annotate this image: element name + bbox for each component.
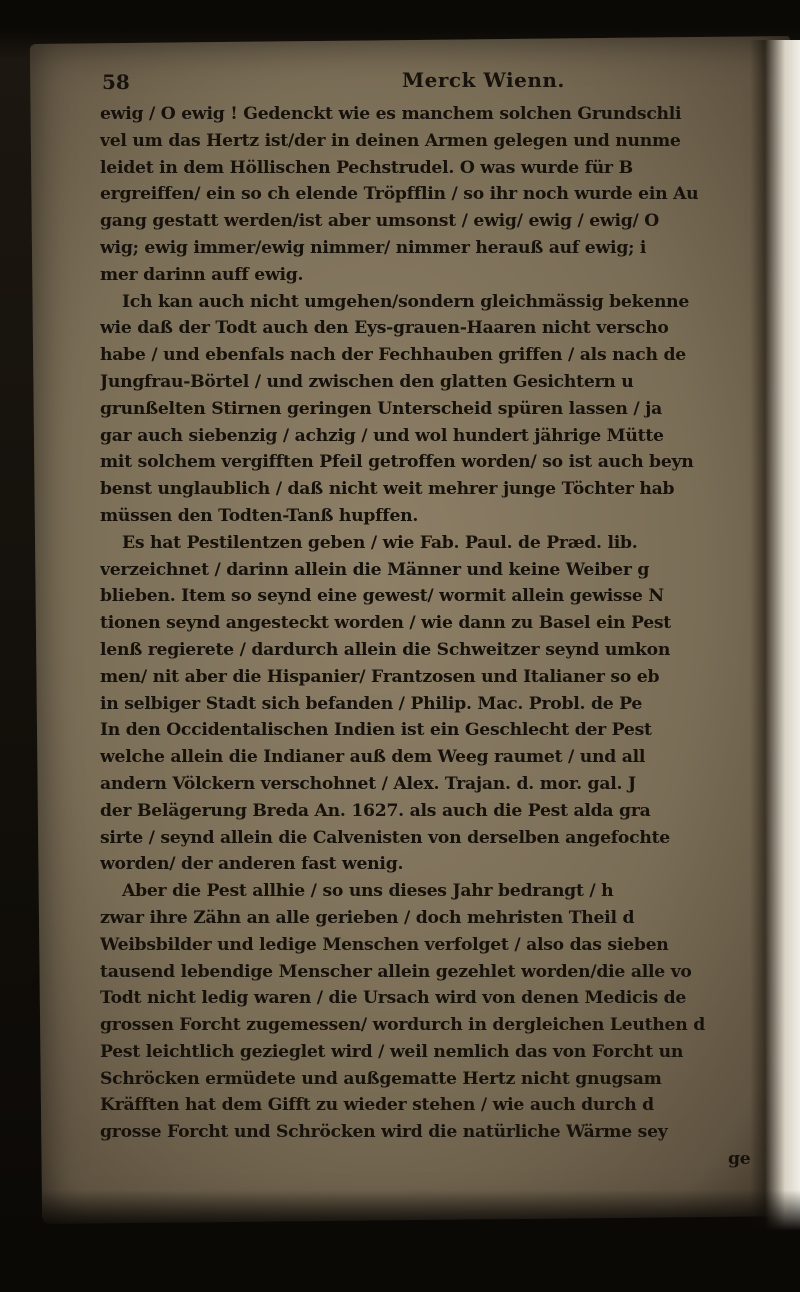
text-line: gang gestatt werden/ist aber umsonst / ewig/ ewig / ewig/ O xyxy=(100,211,659,232)
text-line: Jungfrau-Börtel / und zwischen den glatten Gesichtern u xyxy=(100,371,634,392)
text-line: tionen seynd angesteckt worden / wie dann zu Basel ein Pest xyxy=(100,613,671,634)
text-line: wig; ewig immer/ewig nimmer/ nimmer herauß auf ewig; i xyxy=(100,237,647,258)
text-line: Schröcken ermüdete und außgematte Hertz nicht gnugsam xyxy=(100,1068,662,1089)
paragraph-start-line: Ich kan auch nicht umgehen/sondern gleichmässig bekenne xyxy=(122,291,690,312)
text-line: mit solchem vergifften Pfeil getroffen worden/ so ist auch beyn xyxy=(100,452,694,473)
text-line: habe / und ebenfals nach der Fechhauben griffen / als nach de xyxy=(100,345,686,366)
text-line: ergreiffen/ ein so ch elende Tröpfflin / so ihr noch wurde ein Au xyxy=(100,184,699,205)
text-line: men/ nit aber die Hispanier/ Frantzosen und Italianer so eb xyxy=(100,666,660,687)
text-line: welche allein die Indianer auß dem Weeg raumet / und all xyxy=(100,747,646,768)
text-line: ewig / O ewig ! Gedenckt wie es manchem solchen Grundschli xyxy=(100,104,682,124)
text-line: wie daß der Todt auch den Eys-grauen-Haaren nicht verscho xyxy=(100,318,669,339)
text-line: benst unglaublich / daß nicht weit mehrer junge Töchter hab xyxy=(100,479,675,500)
page-number: 58 xyxy=(102,70,130,94)
text-line: in selbiger Stadt sich befanden / Philip. Mac. Probl. de Pe xyxy=(100,693,643,714)
text-line: Pest leichtlich gezieglet wird / weil nemlich das von Forcht un xyxy=(100,1041,684,1062)
text-line: der Belägerung Breda An. 1627. als auch die Pest alda gra xyxy=(100,800,651,821)
text-line: mer darinn auff ewig. xyxy=(100,264,304,285)
text-line: müssen den Todten-Tanß hupffen. xyxy=(100,505,419,526)
page-header xyxy=(102,68,762,98)
text-line: grunßelten Stirnen geringen Unterscheid spüren lassen / ja xyxy=(100,398,662,419)
text-line: leidet in dem Höllischen Pechstrudel. O was wurde für B xyxy=(100,157,633,178)
text-line: verzeichnet / darinn allein die Männer und keine Weiber g xyxy=(100,559,650,580)
running-head: Merck Wienn. xyxy=(402,68,565,92)
text-line: Kräfften hat dem Gifft zu wieder stehen / wie auch durch d xyxy=(100,1095,654,1116)
catchword: ge xyxy=(728,1149,751,1170)
text-line: grossen Forcht zugemessen/ wordurch in dergleichen Leuthen d xyxy=(100,1015,705,1036)
text-line: gar auch siebenzig / achzig / und wol hundert jährige Mütte xyxy=(100,425,664,446)
text-line: sirte / seynd allein die Calvenisten von derselben angefochte xyxy=(100,827,670,848)
text-line: vel um das Hertz ist/der in deinen Armen gelegen und nunme xyxy=(100,130,681,151)
page-bottom-shadow xyxy=(0,1190,800,1292)
text-line: worden/ der anderen fast wenig. xyxy=(100,854,404,875)
text-line: blieben. Item so seynd eine gewest/ wormit allein gewisse N xyxy=(100,586,664,607)
text-line: lenß regierete / dardurch allein die Schweitzer seynd umkon xyxy=(100,639,671,660)
text-line: tausend lebendige Menscher allein gezehlet worden/die alle vo xyxy=(100,961,692,982)
text-line: andern Völckern verschohnet / Alex. Trajan. d. mor. gal. J xyxy=(100,773,636,794)
text-line: zwar ihre Zähn an alle gerieben / doch mehristen Theil d xyxy=(100,907,635,928)
body-text xyxy=(100,101,760,1173)
text-line: Todt nicht ledig waren / die Ursach wird von denen Medicis de xyxy=(100,988,687,1009)
text-line: In den Occidentalischen Indien ist ein Geschlecht der Pest xyxy=(100,720,652,741)
text-line: Weibsbilder und ledige Menschen verfolget / also das sieben xyxy=(100,934,669,955)
paragraph-start-line: Es hat Pestilentzen geben / wie Fab. Paul. de Præd. lib. xyxy=(122,532,638,553)
text-line: grosse Forcht und Schröcken wird die natürliche Wärme sey xyxy=(100,1122,668,1143)
paragraph-start-line: Aber die Pest allhie / so uns dieses Jahr bedrangt / h xyxy=(122,881,614,902)
